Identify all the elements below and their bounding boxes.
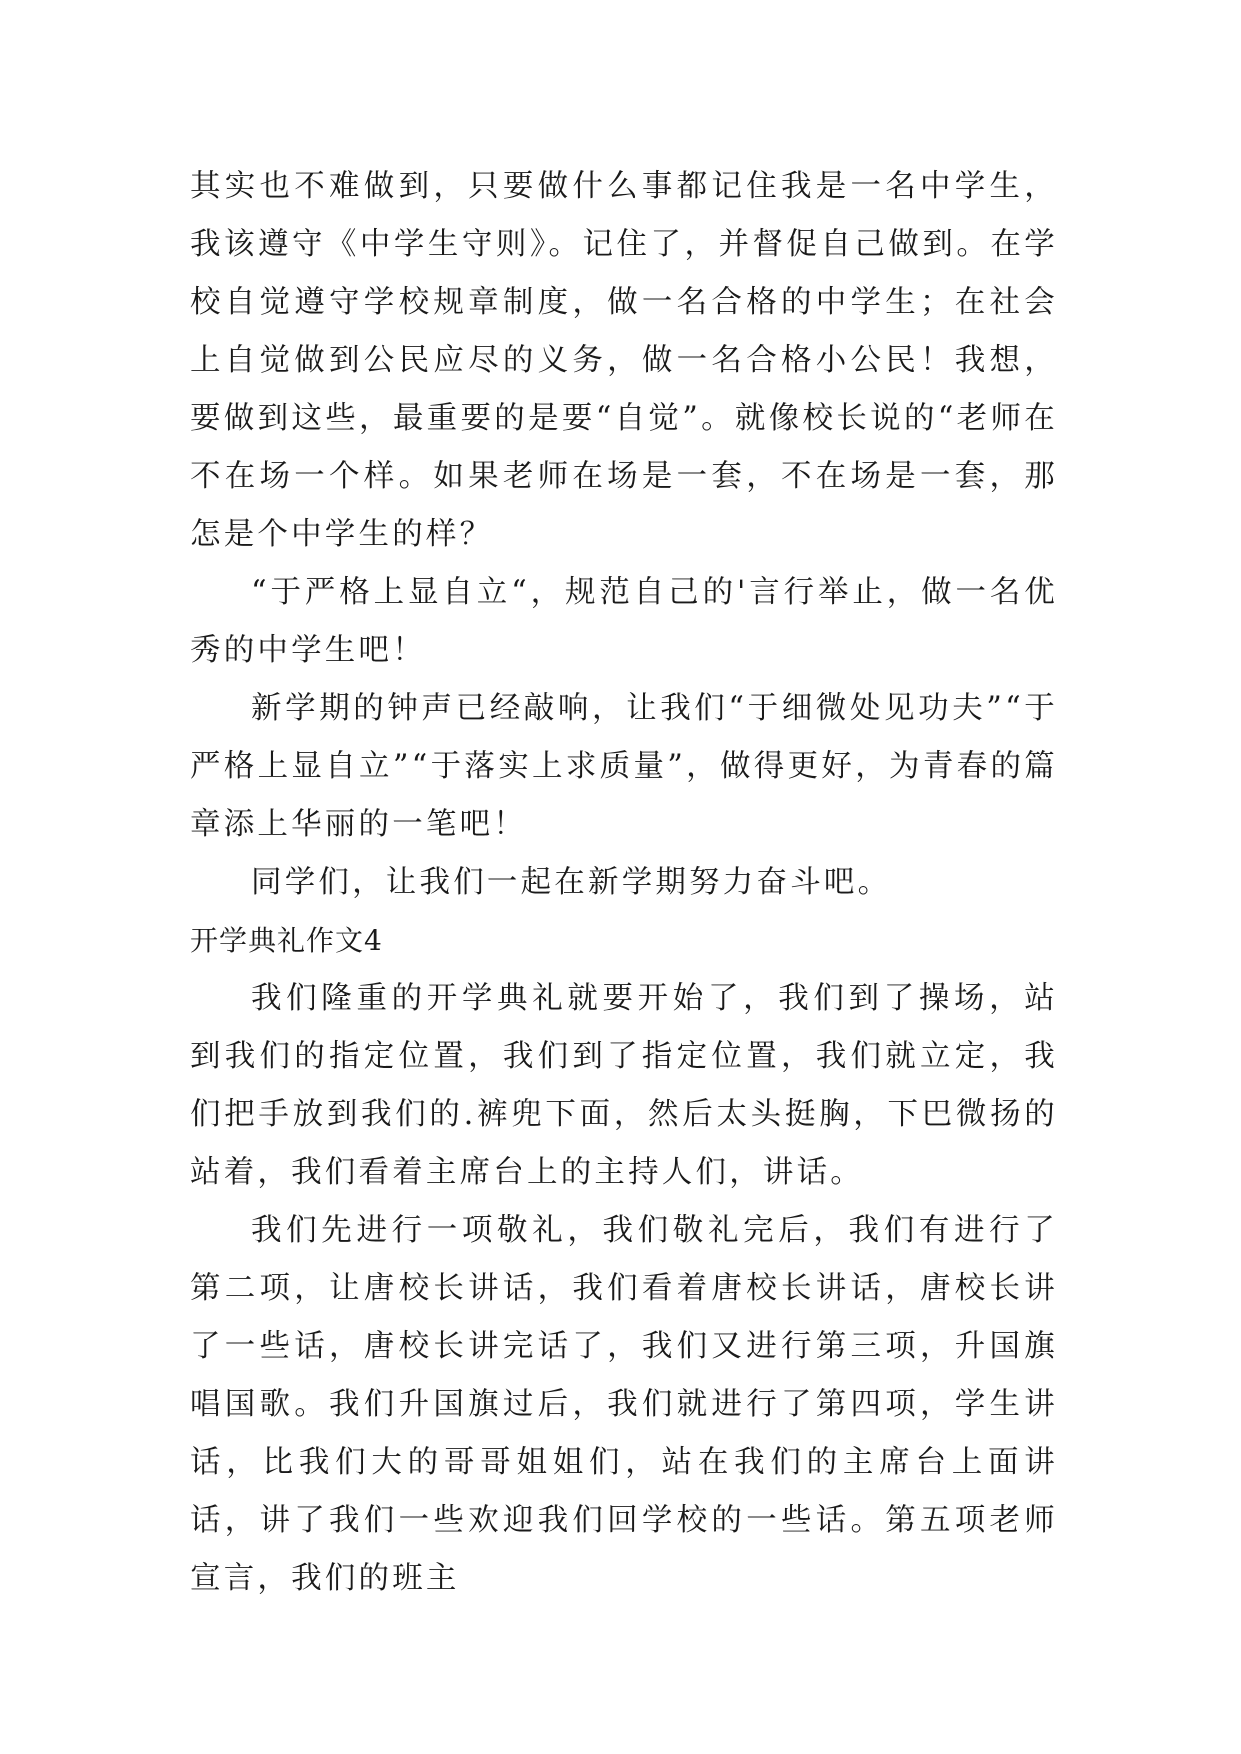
paragraph: 我们先进行一项敬礼，我们敬礼完后，我们有进行了第二项，让唐校长讲话，我们看着唐校长讲话，唐校长讲了一些话，唐校长讲完话了，我们又进行第三项，升国旗唱国歌。我们升国旗过后，我们就进行了第四项，学生讲话，比我们大的哥哥姐姐们，站在我们的主席台上面讲话，讲了我们一些欢迎我们回学校的一些话。第五项老师宣言，我们的班主 xyxy=(190,1213,1058,1596)
paragraph: 新学期的钟声已经敲响，让我们“于细微处见功夫”“于严格上显自立”“于落实上求质量”，做得更好，为青春的篇章添上华丽的一笔吧！ xyxy=(190,691,1058,842)
paragraph: “于严格上显自立“，规范自己的'言行举止，做一名优秀的中学生吧！ xyxy=(190,575,1058,668)
document-body xyxy=(190,158,1058,1608)
paragraph: 我们隆重的开学典礼就要开始了，我们到了操场，站到我们的指定位置，我们到了指定位置，我们就立定，我们把手放到我们的.裤兜下面，然后太头挺胸，下巴微扬的站着，我们看着主席台上的主持人们，讲话。 xyxy=(190,981,1058,1190)
essay-heading: 开学典礼作文4 xyxy=(190,924,383,957)
paragraph: 同学们，让我们一起在新学期努力奋斗吧。 xyxy=(251,865,892,900)
paragraph: 其实也不难做到，只要做什么事都记住我是一名中学生，我该遵守《中学生守则》。记住了，并督促自己做到。在学校自觉遵守学校规章制度，做一名合格的中学生；在社会上自觉做到公民应尽的义务，做一名合格小公民！我想，要做到这些，最重要的是要“自觉”。就像校长说的“老师在不在场一个样。如果老师在场是一套，不在场是一套，那怎是个中学生的样？ xyxy=(190,169,1058,552)
